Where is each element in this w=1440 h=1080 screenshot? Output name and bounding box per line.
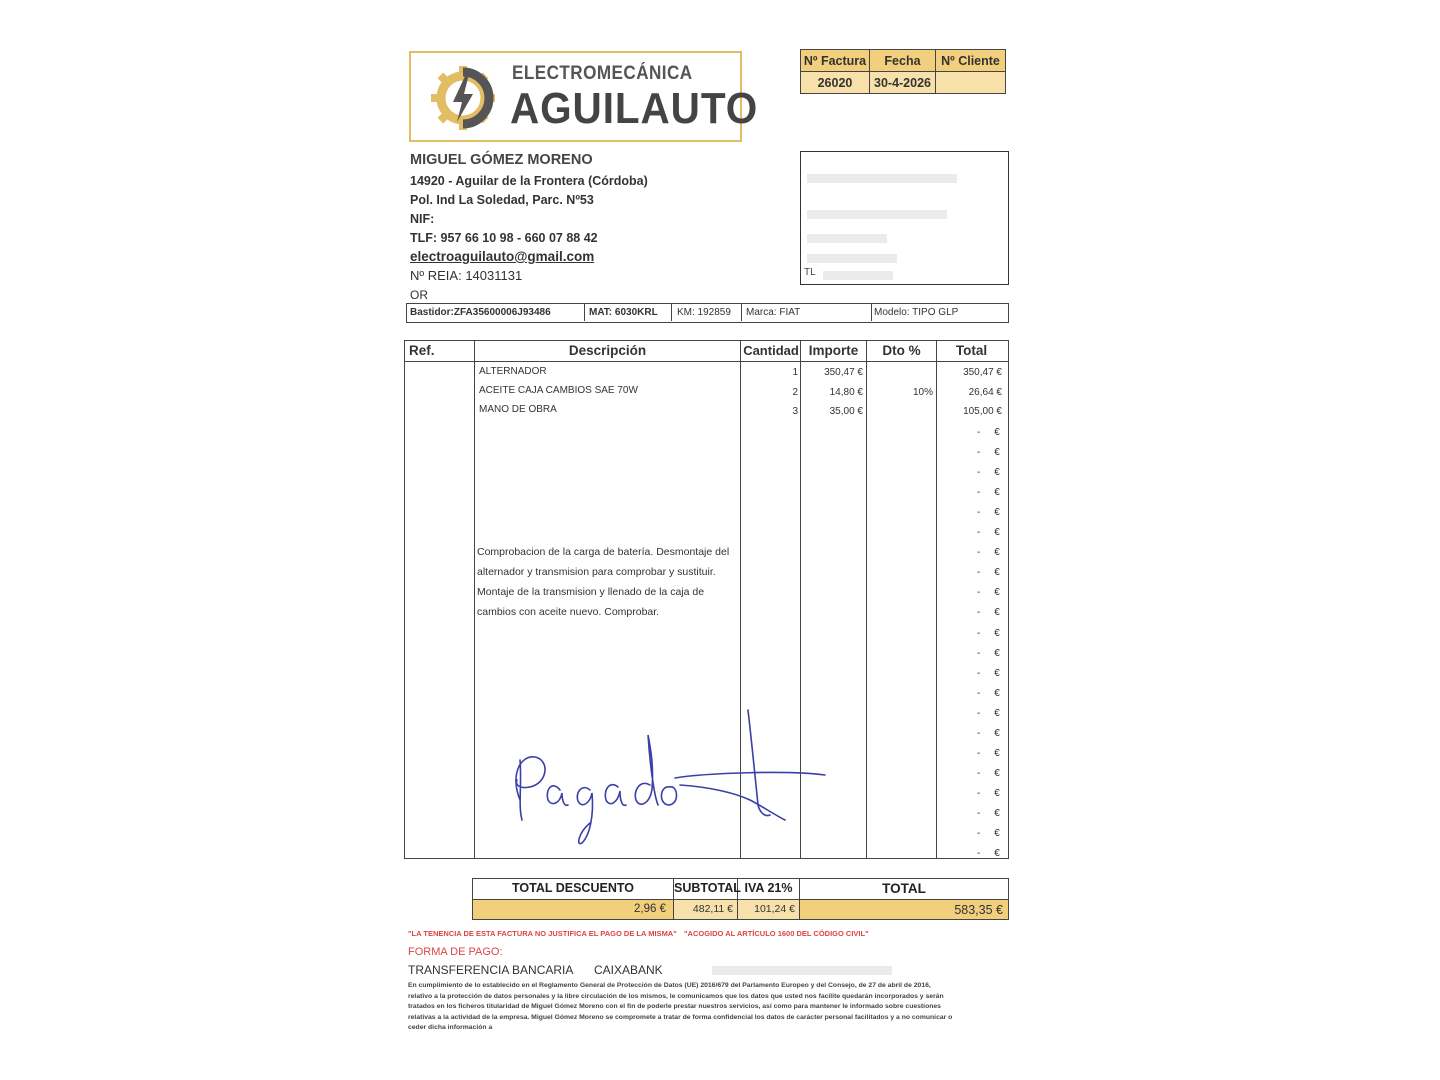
note-line: alternador y transmision para comprobar y sustituir.: [477, 566, 716, 578]
issuer-city: 14920 - Aguilar de la Frontera (Córdoba): [410, 174, 648, 188]
empty-total-cell: - €: [977, 547, 1000, 559]
line-total: 350,47 €: [963, 367, 1002, 378]
issuer-phone: TLF: 957 66 10 98 - 660 07 88 42: [410, 231, 598, 245]
legal-notice: En cumplimiento de lo establecido en el Reglamento General de Protección de Datos (UE) 2016/679 del Parlamento Europeo y del Consejo, de 27 de abril de 2016, relativo a la protección de datos personales y la libre circulación de los mismos, le comunicamos que los datos que usted nos facilite quedarán incorporados y serán tratados en los ficheros titularidad de Miguel Gómez Moreno con el fin de poderle prestar nuestros servicios, así como para mantener le informado sobre cuestiones relativas a la actividad de la empresa. Miguel Gómez Moreno se compromete a tratar de forma confidencial los datos de carácter personal facilitados y a no comunicar o ceder dicha información a: [408, 982, 953, 1031]
empty-total-cell: - €: [977, 467, 1000, 479]
line-discount: 10%: [912, 387, 933, 398]
empty-total-cell: - €: [977, 667, 1000, 679]
empty-total-cell: - €: [977, 767, 1000, 779]
empty-total-cell: - €: [977, 627, 1000, 639]
discount-label: TOTAL DESCUENTO: [511, 881, 634, 895]
redacted-text: [807, 174, 957, 183]
invoice-header-table: [800, 49, 1006, 94]
payment-disclaimer: "LA TENENCIA DE ESTA FACTURA NO JUSTIFICA EL PAGO DE LA MISMA": [408, 929, 677, 938]
issuer-or: OR: [410, 288, 428, 302]
empty-total-cell: - €: [977, 487, 1000, 499]
redacted-text: [823, 271, 893, 280]
subtotal-label: SUBTOTAL: [674, 881, 741, 895]
empty-total-cell: - €: [977, 427, 1000, 438]
line-quantity: 3: [792, 406, 798, 417]
col-total: Total: [955, 343, 988, 358]
empty-total-cell: - €: [977, 707, 1000, 719]
line-price: 35,00 €: [829, 406, 863, 417]
redacted-text: [807, 234, 887, 243]
divider: [741, 304, 742, 321]
empty-total-cell: - €: [977, 567, 1000, 579]
empty-total-cell: - €: [977, 687, 1000, 699]
line-description: ACEITE CAJA CAMBIOS SAE 70W: [479, 385, 638, 396]
vehicle-model: Modelo: TIPO GLP: [874, 307, 959, 318]
note-line: cambios con aceite nuevo. Comprobar.: [477, 606, 660, 618]
divider: [405, 361, 1008, 362]
client-box: [800, 151, 1009, 285]
line-price: 350,47 €: [824, 367, 863, 378]
divider: [474, 341, 475, 858]
col-price: Importe: [808, 343, 859, 358]
col-ref: Ref.: [409, 343, 435, 358]
work-notes: [477, 542, 735, 622]
payment-form-label: FORMA DE PAGO:: [408, 946, 503, 958]
col-description: Descripción: [568, 343, 647, 358]
issuer-address: Pol. Ind La Soledad, Parc. Nº53: [410, 193, 594, 207]
vehicle-km: KM: 192859: [677, 307, 731, 318]
empty-total-cell: - €: [977, 828, 1000, 839]
line-price: 14,80 €: [829, 387, 863, 398]
vehicle-brand: Marca: FIAT: [746, 307, 801, 318]
issuer-reia: Nº REIA: 14031131: [410, 268, 523, 283]
col-quantity: Cantidad: [743, 343, 799, 358]
divider: [584, 304, 585, 321]
divider: [671, 304, 672, 321]
vehicle-bastidor: Bastidor:ZFA35600006J93486: [410, 307, 551, 318]
client-tel-label: TL: [804, 267, 816, 278]
divider: [871, 304, 872, 321]
subtotal-value: 482,11 €: [692, 903, 733, 915]
totals-table: [472, 878, 1009, 920]
invoice-number-label: Nº Factura: [801, 50, 870, 72]
empty-total-cell: - €: [977, 807, 1000, 819]
redacted-text: [807, 210, 947, 219]
total-label: TOTAL: [882, 881, 926, 896]
line-quantity: 2: [792, 387, 798, 398]
iva-value: 101,24 €: [754, 903, 795, 915]
discount-value: 2,96 €: [634, 903, 666, 915]
logo-line1: ELECTROMECÁNICA: [512, 63, 693, 84]
invoice-date: 30-4-2026: [870, 72, 936, 94]
line-description: MANO DE OBRA: [479, 404, 557, 415]
bank-name: CAIXABANK: [594, 963, 663, 977]
note-line: Comprobacion de la carga de batería. Desmontaje del: [477, 546, 730, 558]
empty-total-cell: - €: [977, 848, 1000, 860]
line-quantity: 1: [792, 367, 798, 378]
line-description: ALTERNADOR: [479, 366, 547, 377]
logo-line2: AGUILAUTO: [510, 84, 759, 133]
empty-total-cell: - €: [977, 727, 1000, 739]
line-total: 105,00 €: [963, 406, 1002, 417]
divider: [936, 341, 937, 858]
empty-total-cell: - €: [977, 647, 1000, 659]
empty-total-cell: - €: [977, 587, 1000, 599]
client-number: [936, 72, 1006, 94]
empty-total-cell: - €: [977, 747, 1000, 759]
divider: [473, 899, 1008, 900]
empty-total-cell: - €: [977, 447, 1000, 459]
redacted-text: [807, 254, 897, 263]
invoice-number: 26020: [801, 72, 870, 94]
issuer-nif: NIF:: [410, 212, 435, 226]
vehicle-info-row: [406, 303, 1009, 323]
empty-total-cell: - €: [977, 787, 1000, 799]
empty-total-cell: - €: [977, 507, 1000, 519]
issuer-name: MIGUEL GÓMEZ MORENO: [410, 152, 593, 168]
vehicle-mat: MAT: 6030KRL: [589, 307, 658, 318]
col-discount: Dto %: [882, 343, 921, 358]
invoice-date-label: Fecha: [870, 50, 936, 72]
total-value: 583,35 €: [954, 903, 1003, 917]
civil-code-note: "ACOGIDO AL ARTÍCULO 1600 DEL CÓDIGO CIVIL": [684, 929, 869, 938]
line-total: 26,64 €: [968, 387, 1002, 398]
redacted-iban: [712, 966, 892, 975]
payment-method: TRANSFERENCIA BANCARIA: [408, 963, 574, 977]
gear-bolt-icon: [426, 60, 500, 136]
issuer-email: electroaguilauto@gmail.com: [410, 249, 595, 264]
iva-label: IVA 21%: [744, 881, 793, 895]
client-number-label: Nº Cliente: [936, 50, 1006, 72]
note-line: Montaje de la transmision y llenado de la caja de: [477, 586, 705, 598]
handwritten-signature-paid: [490, 705, 870, 855]
empty-total-cell: - €: [977, 527, 1000, 539]
empty-total-cell: - €: [977, 607, 1000, 619]
